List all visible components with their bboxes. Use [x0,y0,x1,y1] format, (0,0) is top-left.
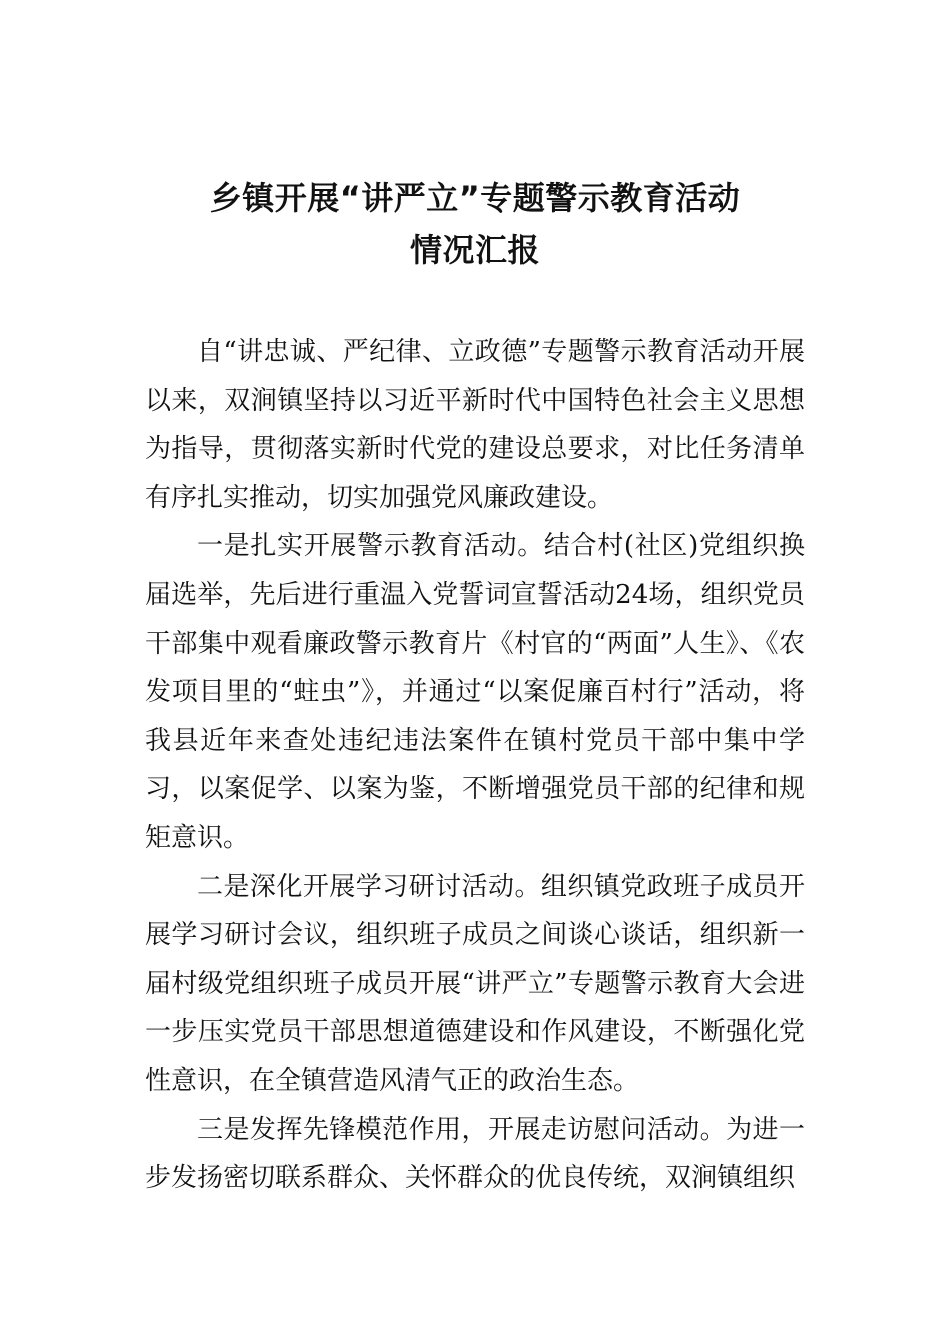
document-title [145,172,805,276]
document-body [145,328,805,1203]
paragraph-intro: 自“讲忠诚、严纪律、立政德”专题警示教育活动开展以来，双涧镇坚持以习近平新时代中国特色社会主义思想为指导，贯彻落实新时代党的建设总要求，对比任务清单有序扎实推动，切实加强党风廉政建设。 [145,337,805,513]
paragraph-point-1: 一是扎实开展警示教育活动。结合村(社区)党组织换届选举，先后进行重温入党誓词宣誓活动24场，组织党员干部集中观看廉政警示教育片《村官的“两面”人生》、《农发项目里的“蛀虫”》，并通过“以案促廉百村行”活动，将我县近年来查处违纪违法案件在镇村党员干部中集中学习，以案促学、以案为鉴，不断增强党员干部的纪律和规矩意识。 [145,531,805,853]
title-line-2: 情况汇报 [409,231,540,269]
paragraph-point-2: 二是深化开展学习研讨活动。组织镇党政班子成员开展学习研讨会议，组织班子成员之间谈心谈话，组织新一届村级党组织班子成员开展“讲严立”专题警示教育大会进一步压实党员干部思想道德建设和作风建设，不断强化党性意识，在全镇营造风清气正的政治生态。 [145,871,805,1096]
paragraph-point-3: 三是发挥先锋模范作用，开展走访慰问活动。为进一步发扬密切联系群众、关怀群众的优良传统，双涧镇组织 [145,1114,805,1194]
title-line-1: 乡镇开展“讲严立”专题警示教育活动 [209,179,741,217]
